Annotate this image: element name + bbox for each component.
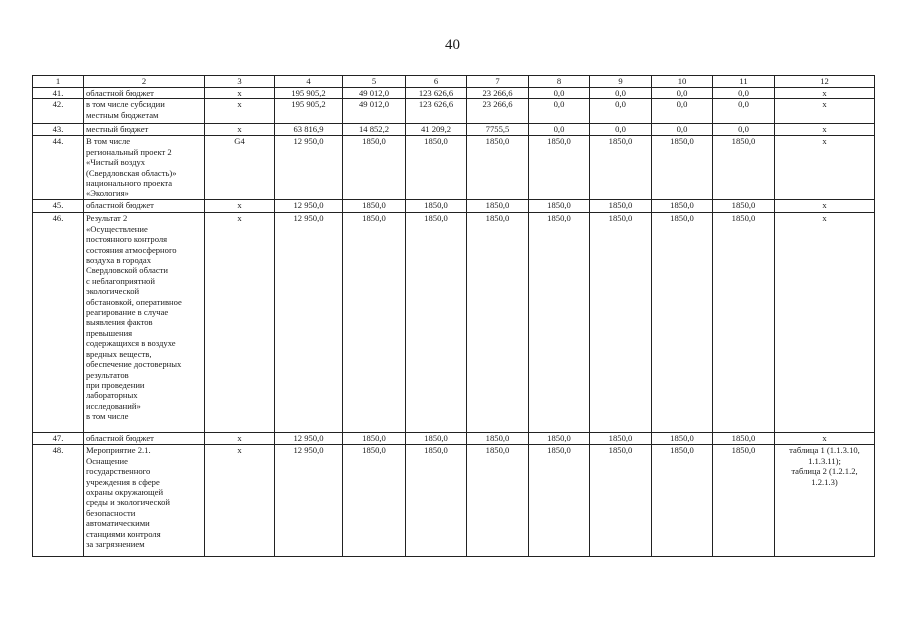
value-cell: 1850,0 — [406, 445, 467, 557]
row-number: 45. — [33, 200, 84, 213]
table-row — [33, 445, 875, 557]
value-cell: 1850,0 — [713, 213, 775, 433]
column-header: 11 — [713, 76, 775, 88]
column-header: 8 — [529, 76, 590, 88]
row-number: 48. — [33, 445, 84, 557]
value-cell: 1850,0 — [652, 433, 713, 445]
value-cell: 23 266,6 — [467, 88, 529, 99]
row-reference: таблица 1 (1.1.3.10, 1.1.3.11); таблица 2 (1.2.1.2, 1.2.1.3) — [775, 445, 875, 557]
row-number: 43. — [33, 124, 84, 136]
value-cell: 0,0 — [713, 124, 775, 136]
value-cell: 0,0 — [713, 88, 775, 99]
value-cell: 1850,0 — [652, 200, 713, 213]
value-cell: 0,0 — [713, 99, 775, 124]
table-row — [33, 200, 875, 213]
value-cell: 195 905,2 — [275, 99, 343, 124]
value-cell: 14 852,2 — [343, 124, 406, 136]
value-cell: 1850,0 — [529, 445, 590, 557]
value-cell: 1850,0 — [406, 433, 467, 445]
table-row — [33, 99, 875, 124]
value-cell: 7755,5 — [467, 124, 529, 136]
page-number: 40 — [445, 37, 460, 53]
value-cell: 1850,0 — [343, 136, 406, 200]
value-cell: 12 950,0 — [275, 200, 343, 213]
column-header: 12 — [775, 76, 875, 88]
value-cell: 0,0 — [652, 124, 713, 136]
value-cell: 1850,0 — [652, 445, 713, 557]
row-number: 47. — [33, 433, 84, 445]
value-cell: 1850,0 — [529, 433, 590, 445]
value-cell: 1850,0 — [467, 213, 529, 433]
table-row — [33, 136, 875, 200]
value-cell: 1850,0 — [713, 445, 775, 557]
row-code: x — [205, 88, 275, 99]
value-cell: 1850,0 — [652, 213, 713, 433]
value-cell: 1850,0 — [590, 445, 652, 557]
value-cell: 12 950,0 — [275, 445, 343, 557]
value-cell: 195 905,2 — [275, 88, 343, 99]
value-cell: 1850,0 — [467, 200, 529, 213]
value-cell: 1850,0 — [467, 445, 529, 557]
value-cell: 1850,0 — [713, 136, 775, 200]
value-cell: 0,0 — [652, 88, 713, 99]
table-row — [33, 433, 875, 445]
value-cell: 123 626,6 — [406, 99, 467, 124]
column-header: 9 — [590, 76, 652, 88]
row-name: В том числе региональный проект 2 «Чистый воздух (Свердловская область)» национального проекта «Экология» — [84, 136, 205, 200]
table-row — [33, 124, 875, 136]
value-cell: 1850,0 — [343, 433, 406, 445]
row-reference: x — [775, 88, 875, 99]
value-cell: 12 950,0 — [275, 213, 343, 433]
column-header: 2 — [84, 76, 205, 88]
value-cell: 1850,0 — [590, 200, 652, 213]
value-cell: 49 012,0 — [343, 99, 406, 124]
row-code: x — [205, 213, 275, 433]
value-cell: 0,0 — [652, 99, 713, 124]
row-name: Мероприятие 2.1. Оснащение государственного учреждения в сфере охраны окружающей среды и экологической безопасности автоматическими станциями контроля за загрязнением — [84, 445, 205, 557]
value-cell: 23 266,6 — [467, 99, 529, 124]
row-number: 41. — [33, 88, 84, 99]
column-header: 1 — [33, 76, 84, 88]
value-cell: 49 012,0 — [343, 88, 406, 99]
value-cell: 12 950,0 — [275, 136, 343, 200]
value-cell: 1850,0 — [590, 136, 652, 200]
header-row — [33, 76, 875, 88]
row-name: местный бюджет — [84, 124, 205, 136]
value-cell: 0,0 — [590, 124, 652, 136]
value-cell: 1850,0 — [529, 200, 590, 213]
row-code: x — [205, 433, 275, 445]
row-name: областной бюджет — [84, 200, 205, 213]
value-cell: 12 950,0 — [275, 433, 343, 445]
row-name: Результат 2 «Осуществление постоянного контроля состояния атмосферного воздуха в городах Свердловской области с неблагоприятной экологической обстановкой, оперативное реагирование в случае выявления фактов превышения содержащихся в воздухе вредных веществ, обеспечение достоверных результатов при проведении лабораторных исследований» в том числе — [84, 213, 205, 433]
budget-table — [32, 75, 875, 557]
row-reference: x — [775, 200, 875, 213]
column-header: 5 — [343, 76, 406, 88]
row-reference: x — [775, 213, 875, 433]
value-cell: 1850,0 — [529, 136, 590, 200]
row-name: областной бюджет — [84, 88, 205, 99]
value-cell: 0,0 — [529, 88, 590, 99]
value-cell: 0,0 — [590, 88, 652, 99]
value-cell: 1850,0 — [529, 213, 590, 433]
value-cell: 1850,0 — [343, 445, 406, 557]
row-reference: x — [775, 433, 875, 445]
row-number: 44. — [33, 136, 84, 200]
column-header: 7 — [467, 76, 529, 88]
value-cell: 0,0 — [529, 99, 590, 124]
row-code: x — [205, 124, 275, 136]
column-header: 6 — [406, 76, 467, 88]
value-cell: 1850,0 — [467, 136, 529, 200]
value-cell: 0,0 — [590, 99, 652, 124]
value-cell: 1850,0 — [343, 213, 406, 433]
row-reference: x — [775, 99, 875, 124]
row-code: G4 — [205, 136, 275, 200]
value-cell: 1850,0 — [343, 200, 406, 213]
value-cell: 41 209,2 — [406, 124, 467, 136]
column-header: 4 — [275, 76, 343, 88]
table-row — [33, 88, 875, 99]
row-code: x — [205, 445, 275, 557]
row-reference: x — [775, 136, 875, 200]
value-cell: 1850,0 — [713, 200, 775, 213]
value-cell: 1850,0 — [467, 433, 529, 445]
value-cell: 1850,0 — [713, 433, 775, 445]
row-name: в том числе субсидии местным бюджетам — [84, 99, 205, 124]
row-number: 42. — [33, 99, 84, 124]
value-cell: 63 816,9 — [275, 124, 343, 136]
value-cell: 123 626,6 — [406, 88, 467, 99]
value-cell: 1850,0 — [590, 213, 652, 433]
column-header: 10 — [652, 76, 713, 88]
row-number: 46. — [33, 213, 84, 433]
value-cell: 1850,0 — [590, 433, 652, 445]
column-header: 3 — [205, 76, 275, 88]
value-cell: 0,0 — [529, 124, 590, 136]
value-cell: 1850,0 — [406, 136, 467, 200]
value-cell: 1850,0 — [652, 136, 713, 200]
value-cell: 1850,0 — [406, 200, 467, 213]
value-cell: 1850,0 — [406, 213, 467, 433]
table-row — [33, 213, 875, 433]
row-code: x — [205, 200, 275, 213]
row-code: x — [205, 99, 275, 124]
row-reference: x — [775, 124, 875, 136]
row-name: областной бюджет — [84, 433, 205, 445]
